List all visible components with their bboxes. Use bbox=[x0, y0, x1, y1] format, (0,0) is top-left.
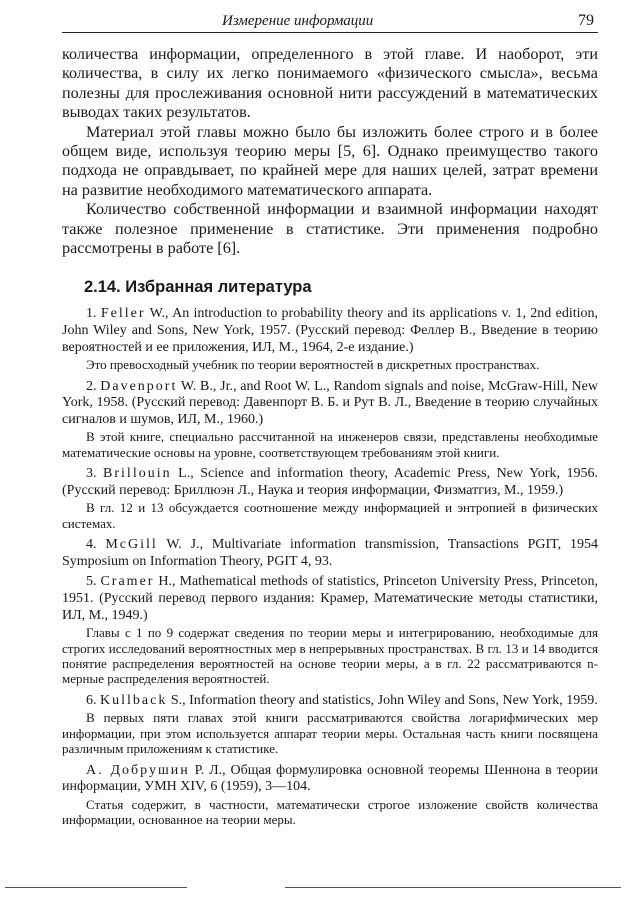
reference-author: Brillouin bbox=[103, 466, 172, 482]
reference-entry bbox=[62, 379, 598, 461]
reference-note: В гл. 12 и 13 обсуждается соотношение между информацией и энтропией в физических системах. bbox=[62, 500, 598, 531]
body-text bbox=[62, 45, 598, 258]
reference-citation: 2. Davenport W. B., Jr., and Root W. L., Random signals and noise, McGraw-Hill, New York, 1958. (Русский перевод: Давенпорт В. Б. и Рут В. Л., Введение в теорию случайных сигналов и шумов, ИЛ, М., 1960.) bbox=[62, 378, 598, 427]
reference-note: Статья содержит, в частности, математически строгое изложение свойств количества информации, основанное на теории меры. bbox=[62, 796, 598, 828]
reference-citation: 1. Feller W., An introduction to probability theory and its applications v. 1, 2nd edition, John Wiley and Sons, New York, 1957. (Русский перевод: Феллер В., Введение в теорию вероятностей и ее приложения, ИЛ, М., 1964, 2-е издание.) bbox=[62, 306, 598, 355]
reference-citation: 4. McGill W. J., Multivariate information transmission, Transactions PGIT, 1954 Symposium on Information Theory, PGIT 4, 93. bbox=[62, 537, 599, 569]
reference-note: Это превосходный учебник по теории вероятностей в дискретных пространствах. bbox=[86, 357, 540, 373]
reference-citation: 6. Kullback S., Information theory and statistics, John Wiley and Sons, New York, 1959. bbox=[86, 692, 598, 708]
reference-note: В этой книге, специально рассчитанной на инженеров связи, представлены необходимые математические основы на уровне, соответствующем требованиям этой книги. bbox=[62, 429, 598, 460]
reference-note: В первых пяти главах этой книги рассматриваются свойства логарифмических мер информации, при этом используется аппарат теории меры. Остальная часть книги посвящена различным приложениям к статистике. bbox=[62, 710, 598, 757]
running-header bbox=[62, 12, 598, 33]
reference-note: Главы с 1 по 9 содержат сведения по теории меры и интегрированию, необходимые для строгих исследований вероятностных мер в непрерывных пространствах. В гл. 13 и 14 вводится понятие распределения вероятностей на основе теории меры, а в гл. 22 рассматриваются n-мерные распределения вероятностей. bbox=[62, 625, 598, 687]
reference-author: Kullback bbox=[100, 692, 168, 708]
paragraph: Материал этой главы можно было бы изложить более строго и в более общем виде, используя теорию меры [5, 6]. Однако преимущество такого подхода не оправдывает, по крайней мере для наших целей, затрат времени на развитие необходимого математического аппарата. bbox=[62, 122, 598, 199]
reference-author: Feller bbox=[100, 306, 146, 322]
reference-citation: А. Добрушин Р. Л., Общая формулировка основной теоремы Шеннона в теории информации, УМН XIV, 6 (1959), 3—104. bbox=[62, 762, 598, 795]
reference-author: Cramer bbox=[100, 574, 155, 590]
footer-rule-right bbox=[285, 887, 621, 888]
reference-entry bbox=[62, 693, 598, 757]
footer-rule-left bbox=[5, 887, 187, 888]
reference-entry bbox=[62, 537, 598, 570]
book-page bbox=[62, 12, 598, 834]
paragraph: Количество собственной информации и взаимной информации находят также полезное применение в статистике. Эти применения подробно рассмотрены в работе [6]. bbox=[62, 200, 598, 258]
reference-list bbox=[62, 306, 598, 827]
reference-author: Davenport bbox=[100, 378, 178, 394]
reference-citation: 3. Brillouin L., Science and information theory, Academic Press, New York, 1956. (Русский перевод: Бриллюэн Л., Наука и теория информации, Физматгиз, М., 1959.) bbox=[62, 466, 599, 498]
running-title: Измерение информации bbox=[222, 13, 374, 29]
reference-entry bbox=[62, 574, 598, 686]
reference-entry bbox=[62, 306, 598, 372]
reference-author: А. Добрушин bbox=[86, 762, 190, 778]
reference-entry bbox=[62, 466, 598, 531]
reference-author: McGill bbox=[105, 537, 158, 553]
section-heading: 2.14. Избранная литература bbox=[84, 278, 312, 297]
paragraph: количества информации, определенного в этой главе. И наоборот, эти количества, в силу их легко понимаемого «физического смысла», весьма полезны для прослеживания основной нити рассуждений в математических выводах таких результатов. bbox=[62, 45, 598, 122]
reference-citation: 5. Cramer H., Mathematical methods of statistics, Princeton University Press, Princeton, 1951. (Русский перевод первого издания: Крамер, Математические методы статистики, ИЛ, М., 1949.) bbox=[62, 574, 599, 623]
reference-entry bbox=[62, 763, 598, 828]
page-number: 79 bbox=[578, 12, 594, 29]
